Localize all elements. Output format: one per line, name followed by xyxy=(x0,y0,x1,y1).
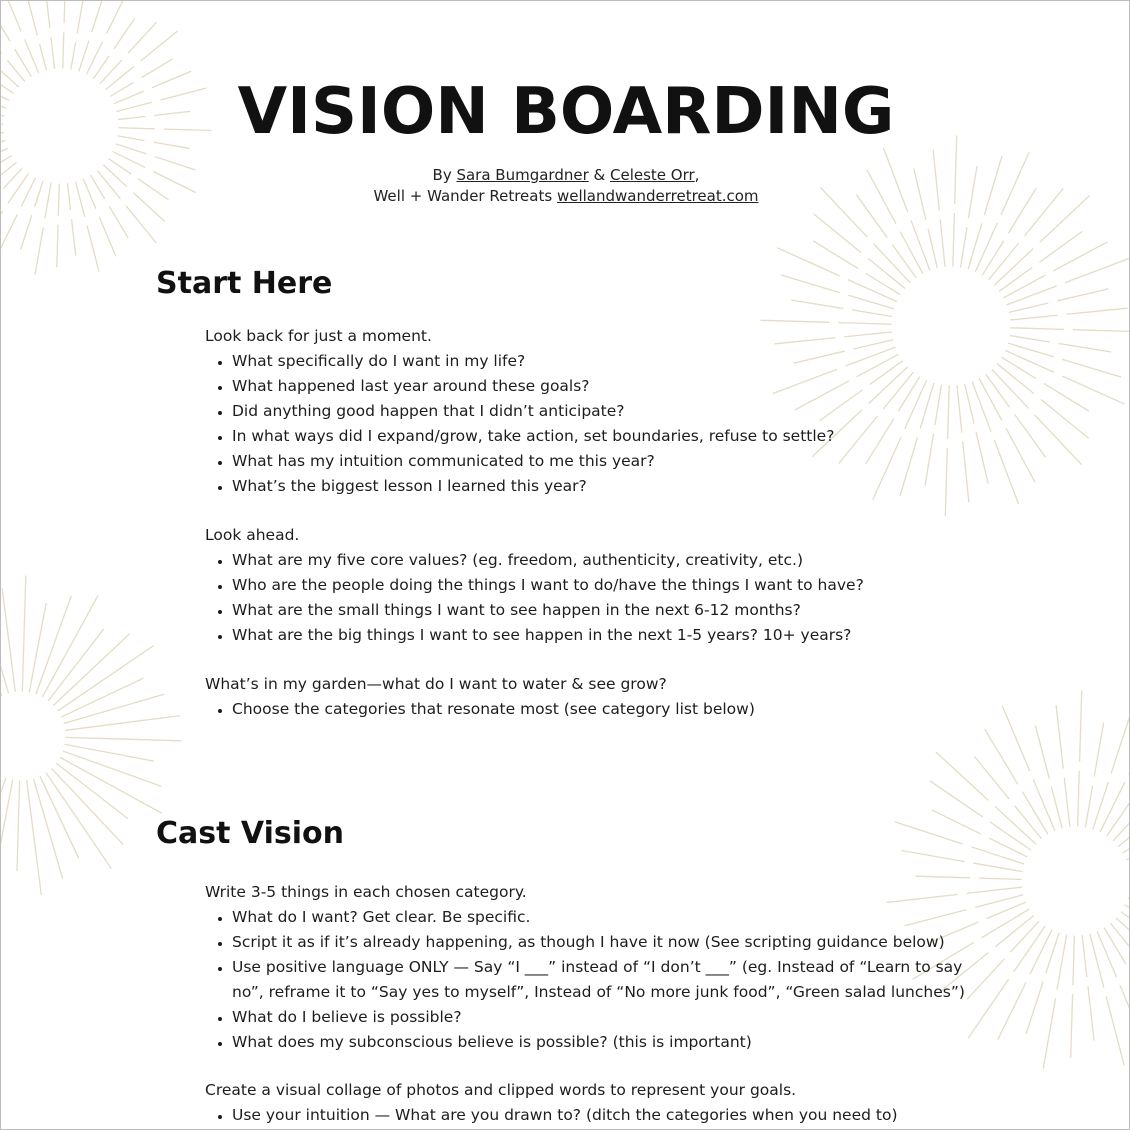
sunburst-ray xyxy=(60,758,161,813)
sunburst-ray xyxy=(77,0,83,33)
sunburst-ray xyxy=(1006,351,1054,373)
sunburst-ray xyxy=(66,737,181,740)
group-intro: Look back for just a moment. xyxy=(205,327,432,345)
sunburst-ray xyxy=(987,902,1025,918)
byline-organization xyxy=(1,186,1130,207)
sunburst-decoration-bottom-right xyxy=(1,1,2,2)
sunburst-ray xyxy=(2,589,15,692)
sunburst-ray xyxy=(1023,792,1048,834)
sunburst-ray xyxy=(110,207,128,237)
list-item: • What happened last year around these goals? xyxy=(232,374,965,399)
cast-vision-write-group xyxy=(205,880,965,1055)
sunburst-ray xyxy=(22,576,25,691)
sunburst-ray xyxy=(982,909,1029,937)
sunburst-ray xyxy=(814,214,861,252)
sunburst-ray xyxy=(893,245,916,277)
sunburst-ray xyxy=(848,280,896,302)
sunburst-ray xyxy=(994,441,1018,504)
bullet-list xyxy=(205,1103,965,1128)
sunburst-ray xyxy=(3,0,21,31)
sunburst-ray xyxy=(1010,336,1049,342)
sunburst-ray xyxy=(71,43,76,69)
sunburst-ray xyxy=(853,310,892,316)
page-title: VISION BOARDING xyxy=(237,75,895,149)
sunburst-ray xyxy=(1063,360,1121,377)
sunburst-ray xyxy=(25,40,39,73)
sunburst-ray xyxy=(781,275,839,292)
website-link[interactable]: wellandwanderretreat.com xyxy=(556,187,759,205)
sunburst-ray xyxy=(1004,275,1045,297)
sunburst-ray xyxy=(1111,713,1130,773)
sunburst-ray xyxy=(1125,905,1130,929)
sunburst-ray xyxy=(0,215,17,252)
sunburst-ray xyxy=(63,33,64,68)
sunburst-ray xyxy=(141,31,177,60)
sunburst-ray xyxy=(1011,315,1057,320)
bullet-list xyxy=(205,349,965,499)
sunburst-ray xyxy=(940,220,945,266)
sunburst-ray xyxy=(28,0,37,34)
sunburst-ray xyxy=(72,220,76,255)
sunburst-ray xyxy=(874,244,910,282)
bullet-list xyxy=(205,905,965,1055)
list-item: • Use your intuition — What are you drawn to? (ditch the categories when you need to) xyxy=(232,1103,965,1128)
sunburst-ray xyxy=(100,217,116,255)
sunburst-ray xyxy=(930,781,982,817)
list-item: • Use positive language ONLY — Say “I ___” instead of “I don’t ___” (eg. Instead of “Learn to say no”, reframe it to “Say yes to myself”, Instead of “No more junk food”, “Green salad lunches”) xyxy=(232,955,965,1005)
sunburst-ray xyxy=(0,5,10,41)
sunburst-ray xyxy=(40,44,47,69)
sunburst-ray xyxy=(1120,986,1130,1044)
sunburst-ray xyxy=(992,370,1028,408)
sunburst-ray xyxy=(87,226,99,271)
sunburst-ray xyxy=(983,241,1004,275)
sunburst-ray xyxy=(126,206,155,242)
list-item: • What has my intuition communicated to me this year? xyxy=(232,449,965,474)
sunburst-ray xyxy=(1035,415,1081,464)
sunburst-ray xyxy=(792,300,843,308)
sunburst-ray xyxy=(1116,918,1130,951)
list-item: • Script it as if it’s already happening, as though I have it now (See scripting guidance below) xyxy=(232,930,965,955)
sunburst-ray xyxy=(1002,358,1036,379)
sunburst-ray xyxy=(1066,259,1129,283)
sunburst-ray xyxy=(916,876,970,878)
list-item: • What’s the biggest lesson I learned this year? xyxy=(232,474,965,499)
sunburst-ray xyxy=(45,0,50,27)
sunburst-ray xyxy=(998,983,1026,1039)
sunburst-ray xyxy=(1057,935,1066,989)
sunburst-ray xyxy=(1104,928,1125,963)
sunburst-ray xyxy=(0,607,8,693)
sunburst-ray xyxy=(21,216,32,250)
start-here-look-ahead-group xyxy=(205,523,965,648)
start-here-garden-group xyxy=(205,672,965,722)
sunburst-ray xyxy=(1107,802,1130,836)
sunburst-ray xyxy=(1059,344,1110,352)
sunburst-ray xyxy=(965,384,974,423)
cast-vision-collage-group xyxy=(205,1078,965,1128)
author-link-celeste[interactable]: Celeste Orr xyxy=(610,166,695,184)
byline xyxy=(1,165,1130,207)
sunburst-ray xyxy=(51,37,55,68)
sunburst-ray xyxy=(92,0,105,32)
sunburst-ray xyxy=(1002,706,1029,771)
sunburst-ray xyxy=(932,810,980,834)
sunburst-ray xyxy=(35,228,43,274)
sunburst-ray xyxy=(991,822,1031,850)
sunburst-ray xyxy=(761,320,828,322)
sunburst-ray xyxy=(65,744,153,761)
list-item: • What do I want? Get clear. Be specific. xyxy=(232,905,965,930)
bullet-list xyxy=(205,697,965,722)
sunburst-ray xyxy=(1088,987,1094,1041)
sunburst-ray xyxy=(43,596,98,697)
sunburst-ray xyxy=(1106,997,1124,1065)
sunburst-ray xyxy=(986,375,1009,407)
sunburst-ray xyxy=(895,822,962,844)
sunburst-ray xyxy=(1094,723,1103,776)
sunburst-ray xyxy=(128,22,156,53)
byline-comma: , xyxy=(694,166,700,184)
sunburst-ray xyxy=(40,777,78,858)
sunburst-ray xyxy=(1041,400,1088,438)
sunburst-ray xyxy=(1058,289,1108,301)
sunburst-ray xyxy=(1035,726,1049,778)
sunburst-ray xyxy=(1082,936,1087,977)
sunburst-ray xyxy=(976,433,988,483)
sunburst-ray xyxy=(107,0,128,33)
sunburst-ray xyxy=(0,149,8,159)
section-heading-cast-vision: Cast Vision xyxy=(156,816,344,851)
sunburst-ray xyxy=(868,259,904,288)
byline-authors xyxy=(1,165,1130,186)
sunburst-ray xyxy=(976,895,1023,907)
bullet-list xyxy=(205,548,965,648)
list-item: • Who are the people doing the things I want to do/have the things I want to have? xyxy=(232,573,965,598)
byline-ampersand: & xyxy=(588,166,610,184)
author-link-sara[interactable]: Sara Bumgardner xyxy=(456,166,589,184)
sunburst-ray xyxy=(902,851,964,862)
sunburst-ray xyxy=(866,274,900,295)
sunburst-ray xyxy=(900,232,922,273)
sunburst-ray xyxy=(1011,921,1039,951)
sunburst-ray xyxy=(0,780,13,882)
sunburst-ray xyxy=(1026,982,1043,1033)
sunburst-ray xyxy=(1071,995,1073,1058)
list-item: • What are the small things I want to see happen in the next 6-12 months? xyxy=(232,598,965,623)
sunburst-ray xyxy=(1052,788,1062,828)
sunburst-ray xyxy=(1064,778,1069,826)
sunburst-ray xyxy=(1100,783,1124,832)
start-here-look-back-group xyxy=(205,324,965,499)
sunburst-ray xyxy=(1011,328,1063,330)
sunburst-ray xyxy=(1097,932,1116,977)
sunburst-ray xyxy=(1085,786,1092,827)
list-item: • What are the big things I want to see happen in the next 1-5 years? 10+ years? xyxy=(232,623,965,648)
sunburst-ray xyxy=(1007,286,1056,305)
sunburst-ray xyxy=(967,887,1021,893)
list-item: • In what ways did I expand/grow, take action, set boundaries, refuse to settle? xyxy=(232,424,965,449)
sunburst-ray xyxy=(0,25,1,52)
organization-name: Well + Wander Retreats xyxy=(373,187,557,205)
sunburst-ray xyxy=(1009,303,1048,312)
sunburst-ray xyxy=(1073,330,1130,332)
sunburst-ray xyxy=(29,604,46,692)
sunburst-ray xyxy=(936,752,988,800)
group-intro: What’s in my garden—what do I want to water & see grow? xyxy=(205,675,667,693)
sunburst-ray xyxy=(972,382,991,431)
list-item: • What specifically do I want in my life? xyxy=(232,349,965,374)
sunburst-ray xyxy=(1063,376,1125,404)
byline-by-text: By xyxy=(432,166,457,184)
sunburst-ray xyxy=(1078,771,1080,826)
sunburst-ray xyxy=(1015,806,1041,838)
sunburst-ray xyxy=(1073,936,1074,985)
sunburst-ray xyxy=(997,364,1033,393)
sunburst-ray xyxy=(79,41,89,71)
sunburst-ray xyxy=(1043,999,1055,1068)
sunburst-ray xyxy=(57,764,128,819)
sunburst-ray xyxy=(64,0,65,23)
sunburst-ray xyxy=(1014,926,1045,971)
sunburst-ray xyxy=(911,221,930,270)
sunburst-ray xyxy=(1080,691,1082,761)
sunburst-ray xyxy=(979,379,1001,420)
list-item: • What does my subconscious believe is possible? (this is important) xyxy=(232,1030,965,1055)
group-intro: Look ahead. xyxy=(205,526,300,544)
sunburst-ray xyxy=(996,916,1034,947)
sunburst-ray xyxy=(980,878,1021,879)
sunburst-ray xyxy=(961,228,967,267)
sunburst-ray xyxy=(953,214,955,266)
sunburst-ray xyxy=(976,223,998,271)
sunburst-ray xyxy=(0,591,2,695)
sunburst-ray xyxy=(989,243,1018,279)
section-heading-start-here: Start Here xyxy=(156,266,333,301)
sunburst-ray xyxy=(62,678,143,716)
list-item: • What do I believe is possible? xyxy=(232,1005,965,1030)
sunburst-ray xyxy=(974,863,1022,871)
sunburst-ray xyxy=(995,249,1033,285)
group-intro: Create a visual collage of photos and clipped words to represent your goals. xyxy=(205,1081,797,1099)
sunburst-ray xyxy=(57,225,58,267)
list-item: • Did anything good happen that I didn’t anticipate? xyxy=(232,399,965,424)
sunburst-ray xyxy=(972,847,1024,864)
sunburst-ray xyxy=(1056,706,1063,768)
list-item: • What are my five core values? (eg. freedom, authenticity, creativity, etc.) xyxy=(232,548,965,573)
sunburst-ray xyxy=(114,19,134,48)
sunburst-ray xyxy=(928,229,937,268)
sunburst-ray xyxy=(1067,308,1127,314)
list-item: • Choose the categories that resonate most (see category list below) xyxy=(232,697,965,722)
sunburst-ray xyxy=(17,781,20,871)
sunburst-ray xyxy=(995,807,1035,844)
sunburst-ray xyxy=(778,248,840,276)
sunburst-ray xyxy=(1000,268,1032,291)
group-intro: Write 3-5 things in each chosen category. xyxy=(205,883,527,901)
sunburst-ray xyxy=(49,629,104,700)
